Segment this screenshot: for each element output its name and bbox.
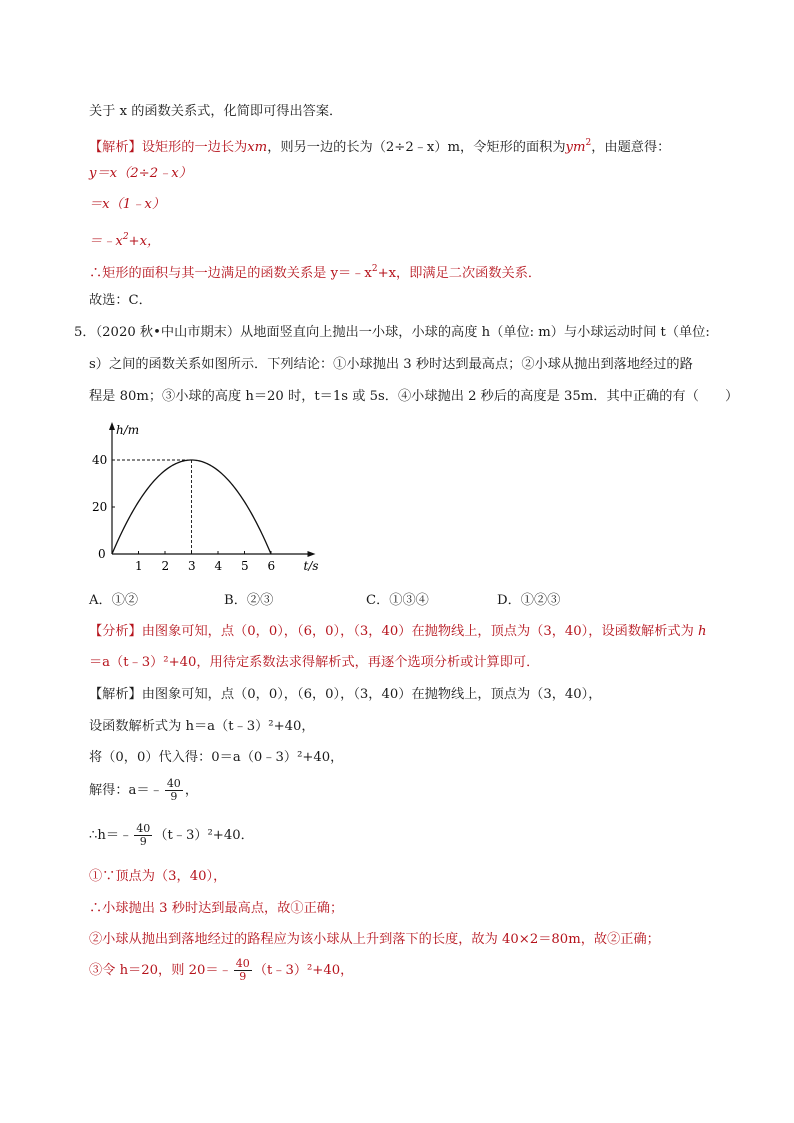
frac-num: 40 xyxy=(235,957,250,970)
text-span: ，由题意得： xyxy=(591,140,671,155)
fraction xyxy=(134,823,152,848)
y-tick-label: 40 xyxy=(92,453,108,467)
equation-line: $=﹣x^2+x$， xyxy=(89,232,161,249)
analysis-line: ＝a（t﹣3）²+40，用待定系数法求得解析式，再逐个选项分析或计算即可． xyxy=(89,655,540,670)
solution-line: 将（0，0）代入得：0＝a（0﹣3）²+40， xyxy=(89,750,344,765)
text-span: ∴矩形的面积与其一边满足的函数关系是 y＝﹣x xyxy=(89,266,372,281)
question-5-line: 5．（2020 秋•中山市期末）从地面竖直向上抛出一小球，小球的高度 h（单位: m）与小球运动时间 t（单位: xyxy=(74,325,710,340)
x-tick-label: 3 xyxy=(188,559,196,573)
x-tick-label: 5 xyxy=(241,559,249,573)
option-a: A．①② xyxy=(89,593,139,608)
text-line: 关于 x 的函数关系式，化简即可得出答案． xyxy=(89,104,343,119)
text-span: 【分析】由图象可知，点（0，0），（6，0），（3，40）在抛物线上，顶点为（3，40），设函数解析式为 xyxy=(89,624,694,639)
question-5-line: 程是 80m；③小球的高度 h＝20 时，t＝1s 或 5s．④小球抛出 2 秒后的高度是 35m．其中正确的有（ ） xyxy=(89,389,739,404)
text-span: ， xyxy=(184,783,198,798)
frac-num: 40 xyxy=(166,777,181,790)
x-tick-label: 4 xyxy=(214,559,223,573)
x-axis-arrow xyxy=(308,551,316,557)
text-span: 解得：a＝﹣ xyxy=(89,783,163,798)
eq-span: +x， xyxy=(128,234,161,249)
origin-label: 0 xyxy=(98,547,106,561)
fraction xyxy=(165,778,183,803)
y-axis-label: h/m xyxy=(116,423,140,437)
solution-line xyxy=(89,778,198,804)
text-span: ③令 h＝20，则 20＝﹣ xyxy=(89,963,232,978)
analysis-line xyxy=(89,623,706,641)
y-axis-arrow xyxy=(109,422,115,430)
equation-line: ＝x（1﹣x） xyxy=(89,197,166,212)
eq-span: ＝﹣x xyxy=(89,234,123,249)
option-b: B．②③ xyxy=(224,593,274,608)
solution-line: 【解析】由图象可知，点（0，0），（6，0），（3，40）在抛物线上，顶点为（3，40）， xyxy=(89,687,602,702)
solution-line xyxy=(89,823,254,849)
text-span: ∴h＝﹣ xyxy=(89,828,133,843)
x-tick-label: 2 xyxy=(161,559,170,573)
frac-den: 9 xyxy=(139,835,147,848)
var-xm: xm xyxy=(247,140,268,155)
x-tick-label: 1 xyxy=(135,559,143,573)
parabola-chart xyxy=(80,420,320,580)
text-span: +x，即满足二次函数关系． xyxy=(377,266,542,281)
solution-line: ②小球从抛出到落地经过的路程应为该小球从上升到落下的长度，故为 40×2＝80m，故②正确； xyxy=(89,932,660,947)
var-ym: ym xyxy=(565,140,586,155)
question-5-line: s）之间的函数关系如图所示．下列结论：①小球抛出 3 秒时达到最高点；②小球从抛出到落地经过的路 xyxy=(89,357,693,372)
solution-line: ∴小球抛出 3 秒时达到最高点，故①正确； xyxy=(89,901,344,916)
analysis-tag: 【解析】设矩形的一边长为 xyxy=(89,140,248,155)
frac-den: 9 xyxy=(239,970,247,983)
solution-line xyxy=(89,958,353,984)
equation-line: y＝x（2÷2﹣x） xyxy=(89,166,192,181)
x-axis-label: t/s xyxy=(303,559,319,573)
fraction xyxy=(234,958,252,983)
y-tick-label: 20 xyxy=(92,500,108,514)
frac-num: 40 xyxy=(136,822,151,835)
answer-line: 故选：C． xyxy=(89,293,152,308)
analysis-line: 【解析】设矩形的一边长为xm，则另一边的长为（2÷2﹣x）m，令矩形的面积为$ym^2$，由题意得： xyxy=(89,138,671,155)
text-span: （t﹣3）²+40， xyxy=(253,963,354,978)
x-tick-label: 6 xyxy=(267,559,276,573)
option-d: D．①②③ xyxy=(497,593,561,608)
frac-den: 9 xyxy=(170,790,178,803)
text-span: （t﹣3）²+40． xyxy=(154,828,254,843)
solution-line: 设函数解析式为 h＝a（t﹣3）²+40， xyxy=(89,719,315,734)
solution-line: ①∵顶点为（3，40）， xyxy=(89,869,227,884)
var-h: h xyxy=(697,624,707,639)
option-c: C．①③④ xyxy=(366,593,429,608)
text-span: ，则另一边的长为（2÷2﹣x）m，令矩形的面积为 xyxy=(267,140,566,155)
conclusion-line: ∴矩形的面积与其一边满足的函数关系是 $y=﹣x^2+x$，即满足二次函数关系． xyxy=(89,264,542,281)
